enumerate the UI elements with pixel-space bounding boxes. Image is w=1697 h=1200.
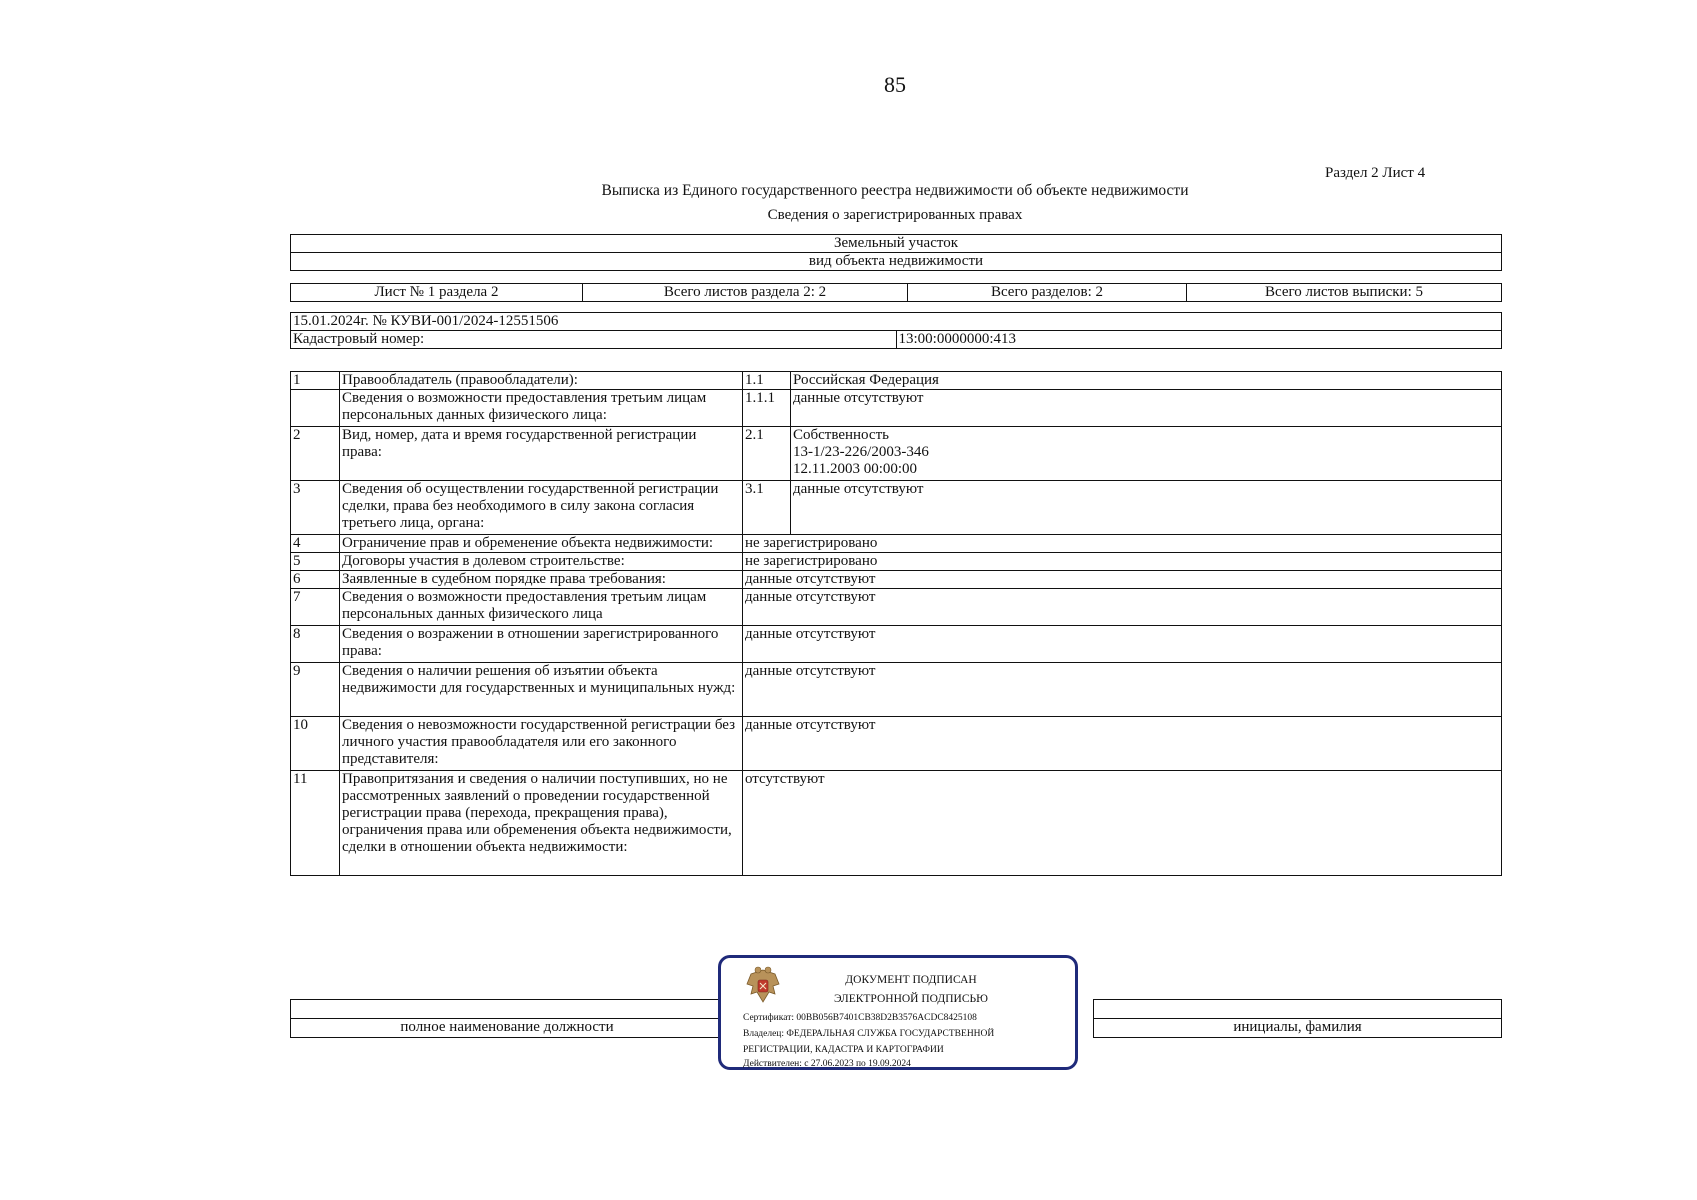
name-caption: инициалы, фамилия — [1094, 1019, 1502, 1038]
document-subtitle: Сведения о зарегистрированных правах — [767, 207, 1023, 223]
stamp-owner-1: Владелец: ФЕДЕРАЛЬНАЯ СЛУЖБА ГОСУДАРСТВЕННОЙ — [743, 1029, 995, 1039]
row-label: Сведения о возможности предоставления третьим лицам персональных данных физического лица: — [340, 390, 743, 427]
row-label: Вид, номер, дата и время государственной регистрации права: — [340, 427, 743, 481]
table-row — [291, 427, 1502, 481]
table-row — [291, 663, 1502, 717]
registration-number: 13-1/23-226/2003-346 — [793, 444, 929, 460]
section-sheet-label: Раздел 2 Лист 4 — [1325, 165, 1426, 181]
right-type: Собственность — [793, 427, 889, 443]
sheet-number: Лист № 1 раздела 2 — [291, 284, 583, 302]
row-value: не зарегистрировано — [743, 535, 1502, 553]
object-type-table — [290, 234, 1502, 271]
row-label: Договоры участия в долевом строительстве: — [340, 553, 743, 571]
row-label: Заявленные в судебном порядке права требования: — [340, 571, 743, 589]
row-value: Российская Федерация — [791, 372, 1502, 390]
row-value: данные отсутствуют — [743, 663, 1502, 717]
row-value — [791, 427, 1502, 481]
row-number: 7 — [291, 589, 340, 626]
row-subnumber: 1.1.1 — [743, 390, 791, 427]
stamp-line-2: ЭЛЕКТРОННОЙ ПОДПИСЬЮ — [834, 993, 988, 1005]
row-value: данные отсутствуют — [791, 481, 1502, 535]
electronic-signature-stamp — [718, 955, 1078, 1070]
row-value: данные отсутствуют — [791, 390, 1502, 427]
row-subnumber: 1.1 — [743, 372, 791, 390]
table-row — [291, 717, 1502, 771]
cadastral-label: Кадастровый номер: — [291, 331, 897, 349]
table-row — [291, 771, 1502, 876]
total-sheets: Всего листов выписки: 5 — [1187, 284, 1502, 302]
row-label: Ограничение прав и обременение объекта недвижимости: — [340, 535, 743, 553]
row-number: 2 — [291, 427, 340, 481]
stamp-line-1: ДОКУМЕНТ ПОДПИСАН — [845, 974, 977, 986]
row-number: 8 — [291, 626, 340, 663]
registration-datetime: 12.11.2003 00:00:00 — [793, 461, 918, 477]
row-number: 10 — [291, 717, 340, 771]
row-label: Сведения о возражении в отношении зарегистрированного права: — [340, 626, 743, 663]
row-subnumber: 3.1 — [743, 481, 791, 535]
row-value: данные отсутствуют — [743, 571, 1502, 589]
table-row — [291, 589, 1502, 626]
row-label: Сведения о наличии решения об изъятии объекта недвижимости для государственных и муниципальных нужд: — [340, 663, 743, 717]
row-number: 11 — [291, 771, 340, 876]
table-row — [291, 390, 1502, 427]
cadastral-value: 13:00:0000000:413 — [896, 331, 1502, 349]
row-label: Правообладатель (правообладатели): — [340, 372, 743, 390]
row-subnumber: 2.1 — [743, 427, 791, 481]
page-number: 85 — [884, 72, 906, 97]
table-row — [291, 571, 1502, 589]
position-field — [291, 1000, 724, 1019]
row-number: 3 — [291, 481, 340, 535]
row-label: Сведения об осуществлении государственной регистрации сделки, права без необходимого в силу закона согласия третьего лица, органа: — [340, 481, 743, 535]
row-value: данные отсутствуют — [743, 717, 1502, 771]
object-name: Земельный участок — [291, 235, 1502, 253]
table-row — [291, 626, 1502, 663]
extract-info-table — [290, 312, 1502, 349]
extract-date-number: 15.01.2024г. № КУВИ-001/2024-12551506 — [291, 313, 1502, 331]
row-value: не зарегистрировано — [743, 553, 1502, 571]
row-value: отсутствуют — [743, 771, 1502, 876]
table-row — [291, 372, 1502, 390]
total-sheets-section: Всего листов раздела 2: 2 — [583, 284, 908, 302]
object-caption: вид объекта недвижимости — [291, 253, 1502, 271]
total-sections: Всего разделов: 2 — [908, 284, 1187, 302]
row-label: Сведения о невозможности государственной регистрации без личного участия правообладателя или его законного представителя: — [340, 717, 743, 771]
stamp-owner-2: РЕГИСТРАЦИИ, КАДАСТРА И КАРТОГРАФИИ — [743, 1045, 944, 1055]
sheet-info-table — [290, 283, 1502, 302]
row-number — [291, 390, 340, 427]
stamp-validity: Действителен: с 27.06.2023 по 19.09.2024 — [743, 1059, 911, 1069]
row-number: 6 — [291, 571, 340, 589]
row-label: Сведения о возможности предоставления третьим лицам персональных данных физического лица — [340, 589, 743, 626]
position-caption: полное наименование должности — [291, 1019, 724, 1038]
rights-table — [290, 371, 1502, 876]
row-number: 5 — [291, 553, 340, 571]
document-title: Выписка из Единого государственного реестра недвижимости об объекте недвижимости — [601, 182, 1189, 199]
row-value: данные отсутствуют — [743, 589, 1502, 626]
name-field — [1094, 1000, 1502, 1019]
stamp-certificate: Сертификат: 00BB056B7401CB38D2B3576ACDC8425108 — [743, 1013, 977, 1023]
table-row — [291, 535, 1502, 553]
table-row — [291, 481, 1502, 535]
row-number: 1 — [291, 372, 340, 390]
row-number: 9 — [291, 663, 340, 717]
row-value: данные отсутствуют — [743, 626, 1502, 663]
table-row — [291, 553, 1502, 571]
row-number: 4 — [291, 535, 340, 553]
row-label: Правопритязания и сведения о наличии поступивших, но не рассмотренных заявлений о проведении государственной регистрации права (перехода, прекращения права), ограничения права или обременения объекта недвижимости, сделки в отношении объекта недвижимости: — [340, 771, 743, 876]
